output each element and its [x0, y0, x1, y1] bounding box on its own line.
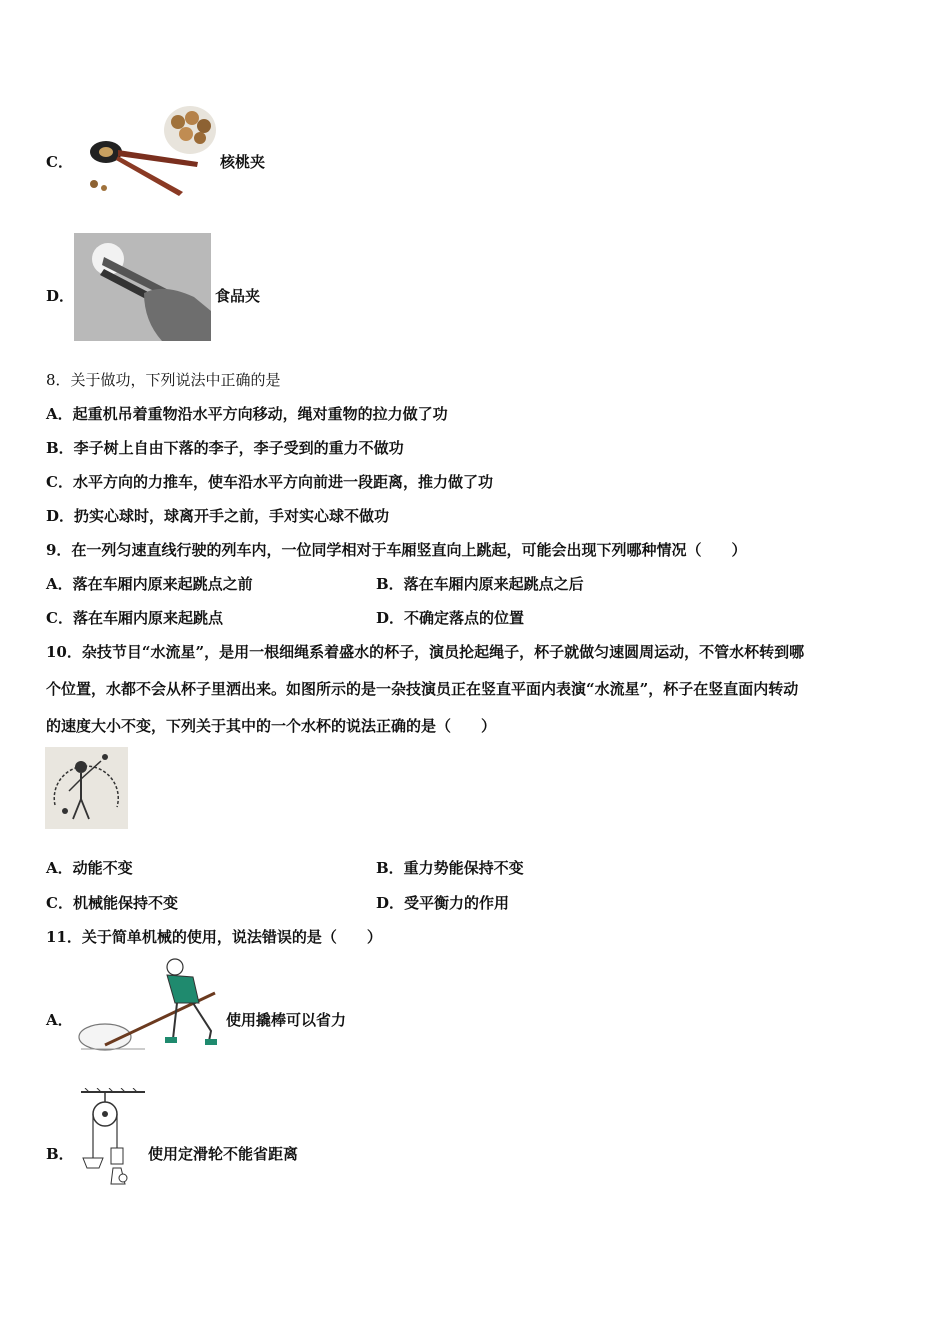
- q10-stem-line-1: 10．杂技节目“水流星”，是用一根细绳系着盛水的杯子，演员抡起绳子，杯子就做匀速圆周运动，不管水杯转到哪: [46, 643, 805, 661]
- water-meteor-performer-image: [45, 747, 128, 829]
- q9-option-b: B．落在车厢内原来起跳点之后: [376, 575, 584, 593]
- option-d-label: 食品夹: [215, 287, 261, 305]
- q8-option-c: C．水平方向的力推车，使车沿水平方向前进一段距离，推力做了功: [46, 473, 493, 491]
- q11-option-b-label: 使用定滑轮不能省距离: [148, 1145, 299, 1163]
- q9-option-c: C．落在车厢内原来起跳点: [46, 609, 223, 627]
- q10-option-c: C．机械能保持不变: [46, 894, 178, 912]
- q10-option-a: A．动能不变: [46, 859, 133, 877]
- crowbar-lever-image: [75, 955, 225, 1055]
- fixed-pulley-image: [75, 1088, 147, 1192]
- q11-stem: 11．关于简单机械的使用，说法错误的是（ ）: [46, 928, 382, 946]
- option-c-label: 核桃夹: [220, 153, 266, 171]
- q10-stem-line-3: 的速度大小不变，下列关于其中的一个水杯的说法正确的是（ ）: [46, 717, 497, 735]
- walnut-cracker-image: [78, 100, 218, 200]
- q11-option-a-label: 使用撬棒可以省力: [226, 1011, 347, 1029]
- q8-option-a: A．起重机吊着重物沿水平方向移动，绳对重物的拉力做了功: [46, 405, 448, 423]
- option-d-letter: D．: [46, 287, 75, 305]
- q9-option-a: A．落在车厢内原来起跳点之前: [46, 575, 253, 593]
- option-c-letter: C．: [46, 153, 73, 171]
- q11-option-b-letter: B．: [46, 1145, 74, 1163]
- q10-option-d: D．受平衡力的作用: [376, 894, 510, 912]
- food-tongs-image: [74, 233, 211, 341]
- q8-stem: 8．关于做功，下列说法中正确的是: [46, 371, 281, 389]
- q10-option-b: B．重力势能保持不变: [376, 859, 524, 877]
- q10-stem-line-2: 个位置，水都不会从杯子里洒出来。如图所示的是一杂技演员正在竖直平面内表演“水流星”，杯子在竖直面内转动: [46, 680, 799, 698]
- q9-option-d: D．不确定落点的位置: [376, 609, 525, 627]
- q9-stem: 9．在一列匀速直线行驶的列车内，一位同学相对于车厢竖直向上跳起，可能会出现下列哪种情况（ ）: [46, 541, 747, 559]
- q11-option-a-letter: A．: [46, 1011, 73, 1029]
- q8-option-b: B．李子树上自由下落的李子，李子受到的重力不做功: [46, 439, 404, 457]
- q8-option-d: D．扔实心球时，球离开手之前，手对实心球不做功: [46, 507, 390, 525]
